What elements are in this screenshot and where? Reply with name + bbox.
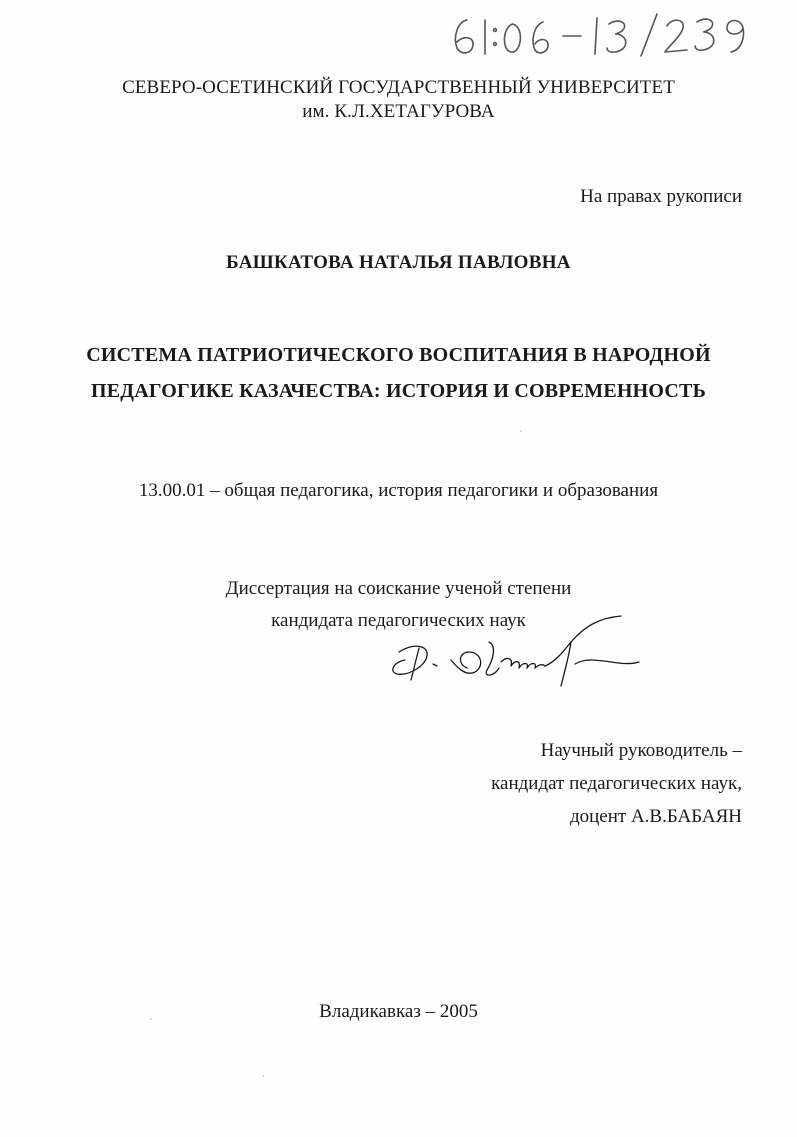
supervisor-degree: кандидат педагогических наук,	[491, 773, 742, 794]
dissertation-title-line-2: ПЕДАГОГИКЕ КАЗАЧЕСТВА: ИСТОРИЯ И СОВРЕМЕННОСТЬ	[90, 380, 707, 402]
degree-statement-line-2: кандидата педагогических наук	[271, 610, 526, 631]
manuscript-note: На правах рукописи	[580, 186, 742, 207]
speciality-code: 13.00.01 – общая педагогика, история педагогики и образования	[138, 480, 659, 501]
dissertation-title-line-1: СИСТЕМА ПАТРИОТИЧЕСКОГО ВОСПИТАНИЯ В НАРОДНОЙ	[86, 344, 711, 366]
degree-statement-line-1: Диссертация на соискание ученой степени	[225, 578, 572, 599]
supervisor-label: Научный руководитель –	[540, 740, 742, 761]
scan-speck	[262, 1075, 264, 1077]
archive-code-handwritten	[445, 8, 765, 60]
author-name: БАШКАТОВА НАТАЛЬЯ ПАВЛОВНА	[226, 252, 571, 273]
supervisor-name: доцент А.В.БАБАЯН	[569, 806, 742, 827]
university-named-after: им. К.Л.ХЕТАГУРОВА	[302, 101, 495, 122]
university-name: СЕВЕРО-ОСЕТИНСКИЙ ГОСУДАРСТВЕННЫЙ УНИВЕРСИТЕТ	[122, 77, 675, 98]
scan-speck	[150, 1018, 152, 1020]
author-signature	[385, 612, 645, 690]
scan-speck	[520, 430, 522, 432]
city-and-year: Владикавказ – 2005	[319, 1001, 478, 1022]
